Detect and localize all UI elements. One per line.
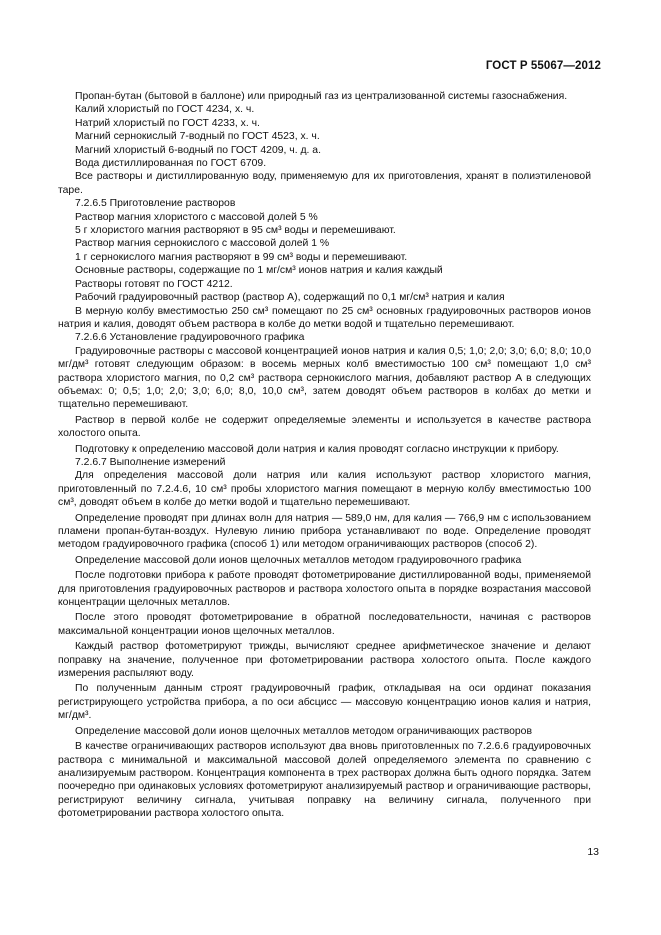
- paragraph: Раствор магния сернокислого с массовой долей 1 %: [75, 238, 330, 250]
- paragraph: Вода дистиллированная по ГОСТ 6709.: [75, 158, 267, 170]
- paragraph: По полученным данным строят градуировочный график, откладывая на оси ординат показания регистрирующего устройства прибора, а по оси абсцисс — массовую концентрацию ионов калия и натрия, мг/дм³.: [58, 683, 591, 722]
- paragraph: Градуировочные растворы с массовой концентрацией ионов натрия и калия 0,5; 1,0; 2,0; 3,0; 6,0; 8,0; 10,0 мг/дм³ готовят следующим образом: в восемь мерных колб вместимостью 100 см³ помещают 1,0 см³ раствора хлористого магния, по 0,2 см³ раствора сернокислого магния, добавляют раствор А в следующих объемах: 0; 0,5; 1,0; 2,0; 3,0; 6,0; 8,0, 10,0 см³, затем доводят объем растворов в колбах до метки и тщательно перемешивают.: [58, 345, 591, 411]
- paragraph: Определение массовой доли ионов щелочных металлов методом ограничивающих растворов: [75, 725, 532, 737]
- paragraph: Натрий хлористый по ГОСТ 4233, х. ч.: [75, 117, 260, 129]
- paragraph: Для определения массовой доли натрия или калия используют раствор хлористого магния, приготовленный по 7.2.4.6, 10 см³ пробы хлористого магния помещают в мерную колбу вместимостью 100 см³, доводят объем в колбе до метки водой и тщательно перемешивают.: [58, 470, 591, 509]
- paragraph: Раствор в первой колбе не содержит определяемые элементы и используется в качестве раствора холостого опыта.: [58, 414, 591, 440]
- page-number: 13: [587, 846, 599, 858]
- paragraph: Определение проводят при длинах волн для натрия — 589,0 нм, для калия — 766,9 нм с использованием пламени пропан-бутан-воздух. Нулевую линию прибора устанавливают по воде. Определение проводят методом градуировочного графика (способ 1) или методом ограничивающих растворов (способ 2).: [58, 512, 591, 551]
- paragraph: Основные растворы, содержащие по 1 мг/см³ ионов натрия и калия каждый: [75, 265, 443, 277]
- paragraph: После подготовки прибора к работе проводят фотометрирование дистиллированной воды, применяемой для приготовления градуировочных растворов и раствора холостого опыта в порядке возрастания массовой концентрации щелочных металлов.: [58, 570, 591, 609]
- paragraph: Раствор магния хлористого с массовой долей 5 %: [75, 211, 318, 223]
- section-heading: 7.2.6.5 Приготовление растворов: [75, 198, 236, 210]
- paragraph: После этого проводят фотометрирование в обратной последовательности, начиная с растворов максимальной концентрации ионов щелочных металлов.: [58, 612, 591, 637]
- paragraph: Калий хлористый по ГОСТ 4234, х. ч.: [75, 104, 255, 116]
- paragraph: Подготовку к определению массовой доли натрия и калия проводят согласно инструкции к прибору.: [75, 443, 559, 455]
- paragraph: Магний сернокислый 7-водный по ГОСТ 4523, х. ч.: [75, 131, 320, 143]
- standard-designation: ГОСТ Р 55067—2012: [485, 60, 601, 72]
- body-text: [58, 90, 591, 821]
- paragraph: В мерную колбу вместимостью 250 см³ помещают по 25 см³ основных градуировочных растворов ионов натрия и калия, доводят объем раствора в колбе до метки водой и тщательно перемешивают.: [58, 305, 591, 330]
- paragraph: Магний хлористый 6-водный по ГОСТ 4209, ч. д. а.: [75, 144, 321, 156]
- paragraph: 1 г сернокислого магния растворяют в 99 см³ воды и перемешивают.: [75, 251, 408, 263]
- section-heading: 7.2.6.7 Выполнение измерений: [75, 456, 226, 468]
- paragraph: Растворы готовят по ГОСТ 4212.: [75, 278, 233, 290]
- paragraph: Пропан-бутан (бытовой в баллоне) или природный газ из централизованной системы газоснабжения.: [75, 91, 568, 102]
- paragraph: Все растворы и дистиллированную воду, применяемую для их приготовления, хранят в полиэтиленовой таре.: [58, 171, 591, 196]
- section-heading: 7.2.6.6 Установление градуировочного графика: [75, 332, 305, 344]
- paragraph: Определение массовой доли ионов щелочных металлов методом градуировочного графика: [75, 554, 522, 566]
- paragraph: Каждый раствор фотометрируют трижды, вычисляют среднее арифметическое значение и делают поправку на значение, полученное при фотометрировании раствора холостого опыта. После каждого измерения распыляют воду.: [58, 641, 591, 680]
- paragraph: В качестве ограничивающих растворов используют два вновь приготовленных по 7.2.6.6 градуировочных раствора с минимальной и максимальной массовой долей определяемого элемента по сравнению с анализируемым раствором. Концентрация компонента в трех растворах должна быть одного порядка. Затем поочередно при одинаковых условиях фотометрируют анализируемый раствор и ограничивающие растворы, регистрируют величину сигнала, учитывая поправку на величину сигнала, полученного при фотометрировании раствора холостого опыта.: [58, 741, 591, 820]
- paragraph: 5 г хлористого магния растворяют в 95 см³ воды и перемешивают.: [75, 225, 396, 237]
- paragraph: Рабочий градуировочный раствор (раствор А), содержащий по 0,1 мг/см³ натрия и калия: [75, 292, 505, 304]
